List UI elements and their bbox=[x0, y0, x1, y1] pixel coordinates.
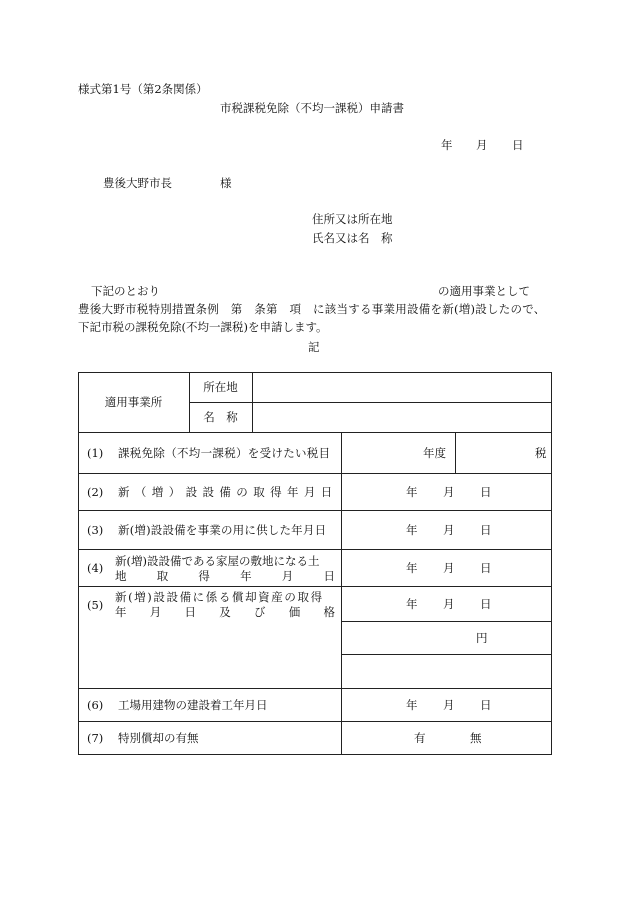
row6-label: 工場用建物の建設着工年月日 bbox=[118, 697, 268, 712]
row3-day: 日 bbox=[480, 522, 492, 537]
row3-year: 年 bbox=[406, 522, 418, 537]
row5-month: 月 bbox=[443, 596, 455, 611]
row5-label-line2 bbox=[115, 605, 335, 619]
row5-day: 日 bbox=[480, 596, 492, 611]
body-line1-start: 下記のとおり bbox=[91, 284, 160, 298]
row4-day: 日 bbox=[480, 560, 492, 575]
label-char: 得 bbox=[198, 569, 210, 583]
label-char: 日 bbox=[323, 569, 335, 583]
date-month-label: 月 bbox=[476, 138, 488, 152]
name-value-field[interactable] bbox=[253, 403, 550, 432]
body-line2: 豊後大野市税特別措置条例 第 条第 項 に該当する事業用設備を新(増)設したので、 bbox=[78, 302, 546, 316]
row4-number: (4) bbox=[87, 560, 104, 575]
row4-label-line1: 新(増)設設備である家屋の敷地になる土 bbox=[115, 554, 320, 568]
form-number-label: 様式第1号（第2条関係） bbox=[78, 82, 208, 96]
row1-number: (1) bbox=[87, 445, 104, 460]
row3-month: 月 bbox=[443, 522, 455, 537]
body-line1-end: の適用事業として bbox=[438, 284, 530, 298]
establishment-label: 適用事業所 bbox=[104, 395, 163, 409]
row5-label-line1: 新(増)設設備に係る償却資産の取得 bbox=[115, 590, 324, 604]
label-char: 地 bbox=[115, 569, 127, 583]
body-line3: 下記市税の課税免除(不均一課税)を申請します。 bbox=[78, 320, 328, 334]
row3-number: (3) bbox=[87, 522, 104, 537]
row4-month: 月 bbox=[443, 560, 455, 575]
applicant-name-label: 氏名又は名 称 bbox=[312, 231, 393, 245]
row2-label: 新（増）設設備の取得年月日 bbox=[118, 484, 338, 499]
label-char: 取 bbox=[156, 569, 169, 583]
document-title: 市税課税免除（不均一課税）申請書 bbox=[220, 101, 404, 115]
row6-year: 年 bbox=[406, 697, 418, 712]
label-char: 及 bbox=[219, 605, 231, 619]
row5-number: (5) bbox=[87, 598, 104, 612]
addressee-honorific: 様 bbox=[220, 176, 232, 190]
label-char: 日 bbox=[184, 605, 196, 619]
ki-label: 記 bbox=[308, 340, 320, 354]
label-char: 格 bbox=[323, 605, 335, 619]
row2-number: (2) bbox=[87, 484, 104, 499]
row5-yen-label: 円 bbox=[476, 630, 488, 645]
row2-day: 日 bbox=[480, 484, 492, 499]
row1-nendo-label: 年度 bbox=[423, 445, 446, 460]
row7-yes-option[interactable]: 有 bbox=[414, 730, 426, 745]
location-value-field[interactable] bbox=[253, 373, 550, 402]
row6-month: 月 bbox=[443, 697, 455, 712]
row1-label: 課税免除（不均一課税）を受けたい税目 bbox=[118, 445, 331, 460]
name-label: 名 称 bbox=[203, 410, 238, 424]
application-table bbox=[78, 372, 552, 755]
row1-zei-label: 税 bbox=[535, 445, 547, 460]
date-day-label: 日 bbox=[512, 138, 524, 152]
addressee-mayor: 豊後大野市長 bbox=[103, 176, 172, 190]
row2-month: 月 bbox=[443, 484, 455, 499]
label-char: び bbox=[254, 605, 266, 619]
label-char: 価 bbox=[288, 605, 301, 619]
row3-label: 新(増)設設備を事業の用に供した年月日 bbox=[118, 522, 327, 537]
label-char: 月 bbox=[149, 605, 162, 619]
row6-day: 日 bbox=[480, 697, 492, 712]
applicant-address-label: 住所又は所在地 bbox=[312, 212, 393, 226]
label-char: 年 bbox=[115, 605, 127, 619]
date-year-label: 年 bbox=[441, 138, 453, 152]
row4-label-line2 bbox=[115, 569, 335, 583]
row2-year: 年 bbox=[406, 484, 418, 499]
row7-label: 特別償却の有無 bbox=[118, 730, 199, 745]
location-label: 所在地 bbox=[203, 380, 238, 394]
label-char: 月 bbox=[281, 569, 294, 583]
row5-extra-field[interactable] bbox=[342, 655, 551, 688]
row5-year: 年 bbox=[406, 596, 418, 611]
row7-number: (7) bbox=[87, 730, 104, 745]
row6-number: (6) bbox=[87, 697, 104, 712]
row4-year: 年 bbox=[406, 560, 418, 575]
label-char: 年 bbox=[240, 569, 252, 583]
row7-no-option[interactable]: 無 bbox=[470, 730, 482, 745]
